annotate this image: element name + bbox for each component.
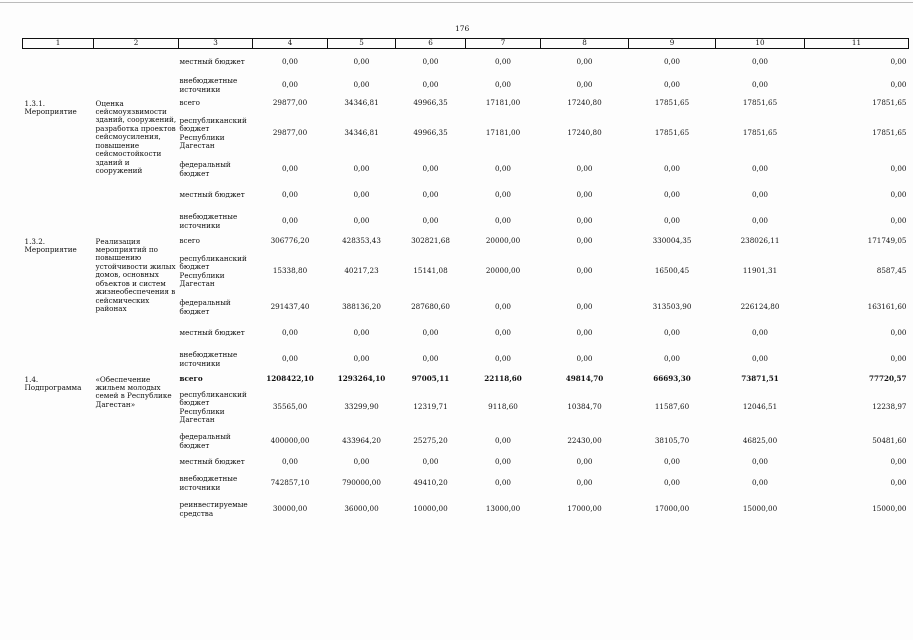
value-col-10: 0,00	[751, 354, 768, 364]
value-col-11: 0,00	[890, 478, 907, 488]
header-col-2: 2	[94, 39, 179, 49]
table-row	[23, 373, 909, 387]
funding-source: республиканский бюджет Республики Дагестан	[179, 115, 247, 150]
value-col-7: 17181,00	[485, 98, 521, 108]
budget-table	[22, 38, 909, 523]
value-col-6: 0,00	[422, 80, 439, 90]
item-description	[94, 49, 179, 97]
table-body	[23, 49, 909, 523]
value-col-5: 33299,90	[344, 402, 379, 412]
value-col-6: 49966,35	[413, 98, 448, 108]
value-col-4: 0,00	[281, 328, 298, 338]
header-col-10: 10	[716, 39, 805, 49]
value-col-4: 291437,40	[270, 302, 310, 312]
value-col-9: 0,00	[663, 190, 680, 200]
value-col-6: 0,00	[422, 164, 439, 174]
value-col-6: 15141,08	[413, 266, 448, 276]
value-col-5: 0,00	[353, 328, 370, 338]
item-description: «Обеспечение жильем молодых семей в Республике Дагестан»	[95, 374, 172, 409]
value-col-5: 36000,00	[344, 504, 379, 514]
funding-source: всего	[179, 98, 200, 108]
value-col-6: 0,00	[422, 457, 439, 467]
value-col-4: 742857,10	[270, 478, 310, 488]
value-col-8: 0,00	[576, 190, 593, 200]
header-col-1: 1	[23, 39, 94, 49]
funding-source: местный бюджет	[179, 56, 245, 66]
item-label: 1.3.2. Мероприятие	[24, 236, 77, 254]
table-header	[23, 39, 909, 49]
value-col-7: 17181,00	[485, 128, 521, 138]
value-col-4: 0,00	[281, 80, 298, 90]
value-col-11: 163161,60	[867, 302, 907, 312]
header-col-11: 11	[805, 39, 909, 49]
page-top-border	[0, 2, 913, 3]
value-col-10: 0,00	[751, 190, 768, 200]
table-row	[23, 235, 909, 249]
value-col-7: 13000,00	[485, 504, 521, 514]
value-col-11: 0,00	[890, 354, 907, 364]
value-col-11: 171749,05	[867, 236, 907, 246]
value-col-10: 12046,51	[742, 402, 778, 412]
funding-source: местный бюджет	[179, 328, 245, 338]
value-col-7: 0,00	[494, 56, 511, 66]
value-col-10: 0,00	[751, 216, 768, 226]
value-col-4: 0,00	[281, 354, 298, 364]
funding-source: реинвестируемые средства	[179, 500, 248, 518]
value-col-8: 22430,00	[567, 436, 602, 446]
funding-source: внебюджетные источники	[179, 474, 238, 492]
header-col-8: 8	[541, 39, 629, 49]
value-col-6: 0,00	[422, 354, 439, 364]
value-col-11: 0,00	[890, 56, 907, 66]
value-col-4: 306776,20	[270, 236, 310, 246]
value-col-11: 15000,00	[872, 504, 907, 514]
header-col-9: 9	[629, 39, 716, 49]
value-col-11: 0,00	[890, 328, 907, 338]
value-col-6: 302821,68	[411, 236, 450, 246]
value-col-11: 17851,65	[872, 128, 907, 138]
value-col-6: 0,00	[422, 190, 439, 200]
value-col-5: 428353,43	[342, 236, 381, 246]
page-number: 176	[455, 24, 470, 33]
value-col-10: 15000,00	[742, 504, 778, 514]
value-col-11: 12238,97	[872, 402, 907, 412]
funding-source: республиканский бюджет Республики Дагестан	[179, 389, 247, 424]
value-col-4: 400000,00	[270, 436, 310, 446]
value-col-11: 0,00	[890, 164, 907, 174]
value-col-9: 0,00	[663, 457, 680, 467]
value-col-5: 0,00	[353, 216, 370, 226]
value-col-5: 1293264,10	[337, 374, 386, 384]
value-col-6: 49410,20	[413, 478, 448, 488]
value-col-8: 0,00	[576, 56, 593, 66]
value-col-8: 17240,80	[567, 98, 602, 108]
value-col-9: 0,00	[663, 354, 680, 364]
value-col-8: 0,00	[576, 328, 593, 338]
value-col-5: 34346,81	[344, 98, 379, 108]
value-col-10: 17851,65	[742, 128, 778, 138]
value-col-4: 0,00	[281, 457, 298, 467]
item-description: Оценка сейсмоуязвимости зданий, сооружений, разработка проектов сейсмоусиления, повышение сейсмостойкости зданий и сооружений	[95, 98, 177, 176]
value-col-7: 0,00	[494, 328, 511, 338]
value-col-5: 0,00	[353, 80, 370, 90]
value-col-11: 17851,65	[872, 98, 907, 108]
value-col-7: 9118,60	[488, 402, 518, 412]
value-col-8: 0,00	[576, 478, 593, 488]
value-col-8: 0,00	[576, 354, 593, 364]
value-col-7: 22118,60	[484, 374, 522, 384]
value-col-8: 17000,00	[567, 504, 602, 514]
value-col-10: 73871,51	[741, 374, 779, 384]
value-col-5: 0,00	[353, 457, 370, 467]
value-col-10: 11901,31	[742, 266, 778, 276]
header-col-7: 7	[466, 39, 541, 49]
value-col-4: 15338,80	[272, 266, 308, 276]
value-col-9: 17851,65	[654, 98, 690, 108]
value-col-9: 0,00	[663, 216, 680, 226]
value-col-9: 0,00	[663, 164, 680, 174]
value-col-11: 50481,60	[872, 436, 907, 446]
value-col-8: 0,00	[576, 164, 593, 174]
value-col-5: 0,00	[353, 164, 370, 174]
funding-source: внебюджетные источники	[179, 76, 238, 94]
value-col-5: 790000,00	[342, 478, 381, 488]
header-col-6: 6	[396, 39, 466, 49]
value-col-7: 20000,00	[485, 266, 521, 276]
value-col-8: 10384,70	[567, 402, 602, 412]
value-col-10: 226124,80	[740, 302, 780, 312]
value-col-4: 29877,00	[272, 128, 308, 138]
value-col-8: 0,00	[576, 236, 593, 246]
value-col-9: 0,00	[663, 328, 680, 338]
value-col-10: 0,00	[751, 478, 768, 488]
funding-source: федеральный бюджет	[179, 298, 231, 316]
value-col-6: 25275,20	[413, 436, 448, 446]
value-col-9: 0,00	[663, 56, 680, 66]
item-label	[23, 49, 94, 97]
value-col-7: 0,00	[494, 216, 511, 226]
value-col-6: 10000,00	[413, 504, 448, 514]
value-col-11: 0,00	[890, 80, 907, 90]
value-col-8: 0,00	[576, 457, 593, 467]
value-col-4: 1208422,10	[266, 374, 314, 384]
header-col-3: 3	[179, 39, 253, 49]
value-col-7: 0,00	[494, 436, 511, 446]
funding-source: республиканский бюджет Республики Дагестан	[179, 253, 247, 288]
value-col-9: 17000,00	[654, 504, 690, 514]
value-col-6: 0,00	[422, 216, 439, 226]
value-col-5: 433964,20	[342, 436, 381, 446]
value-col-10: 238026,11	[740, 236, 780, 246]
value-col-6: 0,00	[422, 328, 439, 338]
value-col-8: 0,00	[576, 266, 593, 276]
table-row	[23, 49, 909, 75]
funding-source: всего	[179, 236, 200, 246]
value-col-8: 0,00	[576, 80, 593, 90]
value-col-5: 0,00	[353, 190, 370, 200]
item-label: 1.4. Подпрограмма	[24, 374, 82, 392]
value-col-4: 0,00	[281, 56, 298, 66]
value-col-10: 0,00	[751, 80, 768, 90]
value-col-10: 17851,65	[742, 98, 778, 108]
item-description: Реализация мероприятий по повышению устойчивости жилых домов, основных объектов и систем жизнеобеспечения в сейсмических районах	[95, 236, 176, 314]
value-col-6: 97005,11	[411, 374, 450, 384]
value-col-4: 35565,00	[272, 402, 308, 412]
value-col-4: 29877,00	[272, 98, 308, 108]
funding-source: местный бюджет	[179, 457, 245, 467]
value-col-4: 0,00	[281, 216, 298, 226]
value-col-9: 38105,70	[654, 436, 690, 446]
value-col-6: 287680,60	[411, 302, 450, 312]
value-col-7: 0,00	[494, 190, 511, 200]
value-col-7: 0,00	[494, 457, 511, 467]
value-col-9: 330004,35	[652, 236, 692, 246]
value-col-8: 17240,80	[567, 128, 602, 138]
value-col-11: 0,00	[890, 190, 907, 200]
value-col-9: 313503,90	[652, 302, 692, 312]
value-col-4: 0,00	[281, 164, 298, 174]
value-col-7: 0,00	[494, 302, 511, 312]
value-col-7: 0,00	[494, 164, 511, 174]
funding-source: внебюджетные источники	[179, 212, 238, 230]
value-col-8: 49814,70	[565, 374, 604, 384]
value-col-7: 0,00	[494, 354, 511, 364]
value-col-5: 388136,20	[342, 302, 381, 312]
value-col-8: 0,00	[576, 216, 593, 226]
value-col-9: 0,00	[663, 478, 680, 488]
funding-source: федеральный бюджет	[179, 160, 231, 178]
value-col-9: 17851,65	[654, 128, 690, 138]
value-col-9: 0,00	[663, 80, 680, 90]
value-col-7: 20000,00	[485, 236, 521, 246]
value-col-9: 11587,60	[654, 402, 690, 412]
value-col-11: 0,00	[890, 216, 907, 226]
value-col-10: 0,00	[751, 164, 768, 174]
value-col-10: 0,00	[751, 56, 768, 66]
value-col-8: 0,00	[576, 302, 593, 312]
header-col-4: 4	[253, 39, 328, 49]
value-col-9: 66693,30	[653, 374, 691, 384]
value-col-7: 0,00	[494, 80, 511, 90]
funding-source: местный бюджет	[179, 190, 245, 200]
value-col-5: 40217,23	[344, 266, 379, 276]
value-col-5: 0,00	[353, 56, 370, 66]
value-col-5: 0,00	[353, 354, 370, 364]
value-col-4: 0,00	[281, 190, 298, 200]
funding-source: внебюджетные источники	[179, 350, 238, 368]
value-col-11: 77720,57	[868, 374, 907, 384]
item-label: 1.3.1. Мероприятие	[24, 98, 77, 116]
value-col-10: 46825,00	[742, 436, 778, 446]
value-col-10: 0,00	[751, 457, 768, 467]
funding-source: федеральный бюджет	[179, 432, 231, 450]
value-col-11: 0,00	[890, 457, 907, 467]
table-row	[23, 97, 909, 111]
value-col-7: 0,00	[494, 478, 511, 488]
value-col-6: 49966,35	[413, 128, 448, 138]
funding-source: всего	[179, 374, 203, 384]
value-col-10: 0,00	[751, 328, 768, 338]
value-col-6: 0,00	[422, 56, 439, 66]
value-col-11: 8587,45	[876, 266, 907, 276]
value-col-4: 30000,00	[272, 504, 308, 514]
value-col-9: 16500,45	[654, 266, 690, 276]
value-col-5: 34346,81	[344, 128, 379, 138]
header-col-5: 5	[328, 39, 396, 49]
value-col-6: 12319,71	[413, 402, 448, 412]
